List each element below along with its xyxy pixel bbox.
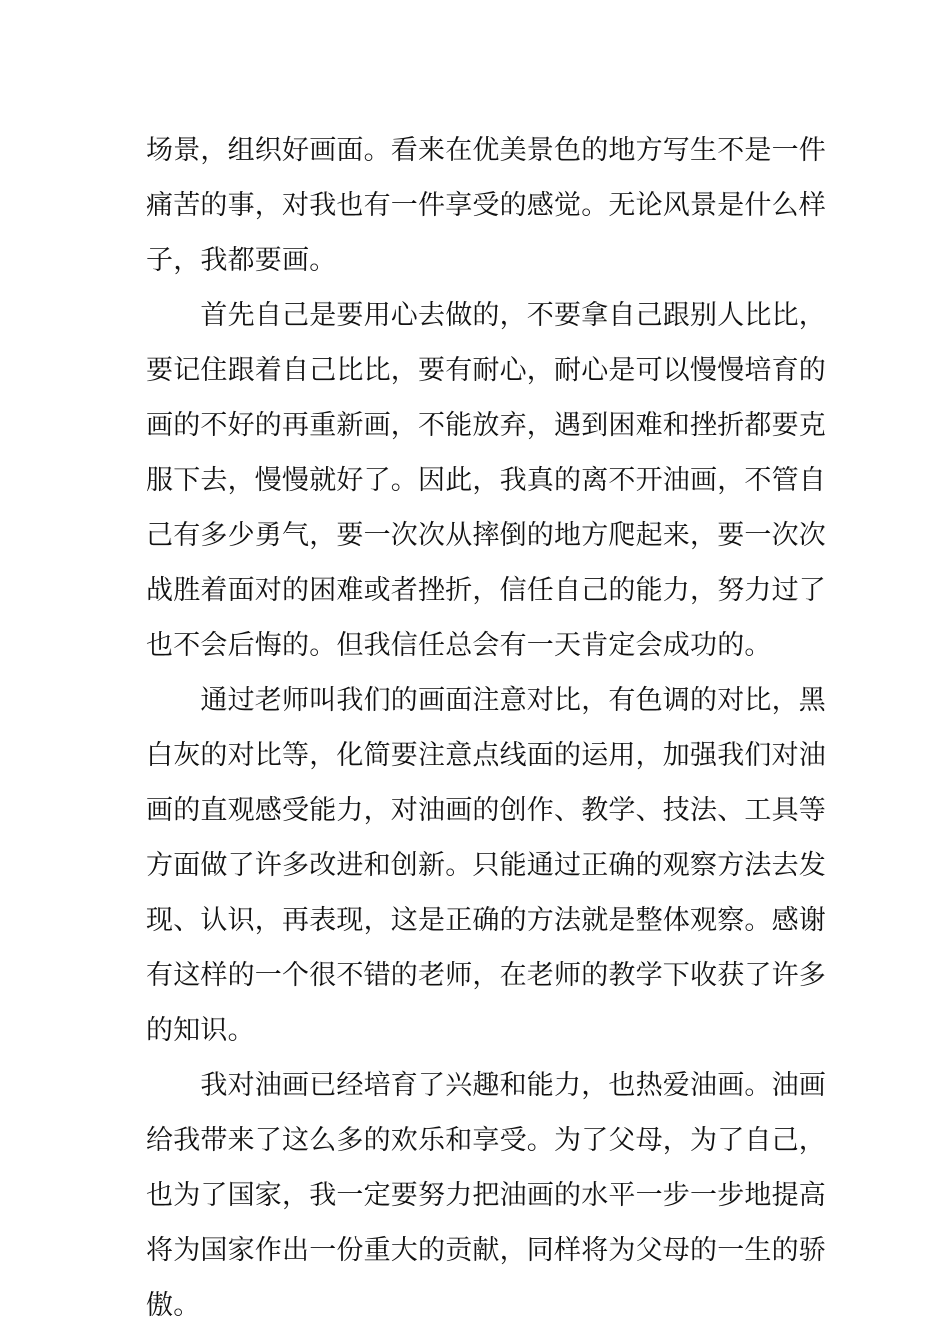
- text-line: 场景，组织好画面。看来在优美景色的地方写生不是一件: [146, 135, 826, 166]
- text-line: 画的直观感受能力，对油画的创作、教学、技法、工具等: [146, 795, 826, 826]
- text-line: 白灰的对比等，化简要注意点线面的运用，加强我们对油: [146, 740, 826, 771]
- text-line: 子，我都要画。: [146, 245, 337, 276]
- text-line: 的知识。: [146, 1015, 255, 1046]
- text-line: 将为国家作出一份重大的贡献，同样将为父母的一生的骄: [146, 1235, 826, 1266]
- text-line: 通过老师叫我们的画面注意对比，有色调的对比，黑: [146, 685, 826, 716]
- text-line: 画的不好的再重新画，不能放弃，遇到困难和挫折都要克: [146, 410, 826, 441]
- paragraph: [146, 128, 826, 293]
- text-line: 服下去，慢慢就好了。因此，我真的离不开油画，不管自: [146, 465, 826, 496]
- text-line: 要记住跟着自己比比，要有耐心，耐心是可以慢慢培育的: [146, 355, 826, 386]
- document-body: [146, 128, 826, 1338]
- text-line: 己有多少勇气，要一次次从摔倒的地方爬起来，要一次次: [146, 520, 826, 551]
- paragraph: [146, 1063, 826, 1338]
- paragraph: [146, 678, 826, 1063]
- text-line: 战胜着面对的困难或者挫折，信任自己的能力，努力过了: [146, 575, 826, 606]
- text-line: 痛苦的事，对我也有一件享受的感觉。无论风景是什么样: [146, 190, 826, 221]
- text-line: 首先自己是要用心去做的，不要拿自己跟别人比比，: [146, 300, 826, 331]
- text-line: 我对油画已经培育了兴趣和能力，也热爱油画。油画: [146, 1070, 826, 1101]
- text-line: 现、认识，再表现，这是正确的方法就是整体观察。感谢: [146, 905, 826, 936]
- text-line: 方面做了许多改进和创新。只能通过正确的观察方法去发: [146, 850, 826, 881]
- text-line: 给我带来了这么多的欢乐和享受。为了父母，为了自己，: [146, 1125, 826, 1156]
- text-line: 也为了国家，我一定要努力把油画的水平一步一步地提高: [146, 1180, 826, 1211]
- paragraph: [146, 293, 826, 678]
- text-line: 也不会后悔的。但我信任总会有一天肯定会成功的。: [146, 630, 772, 661]
- text-line: 有这样的一个很不错的老师，在老师的教学下收获了许多: [146, 960, 826, 991]
- text-line: 傲。: [146, 1290, 201, 1321]
